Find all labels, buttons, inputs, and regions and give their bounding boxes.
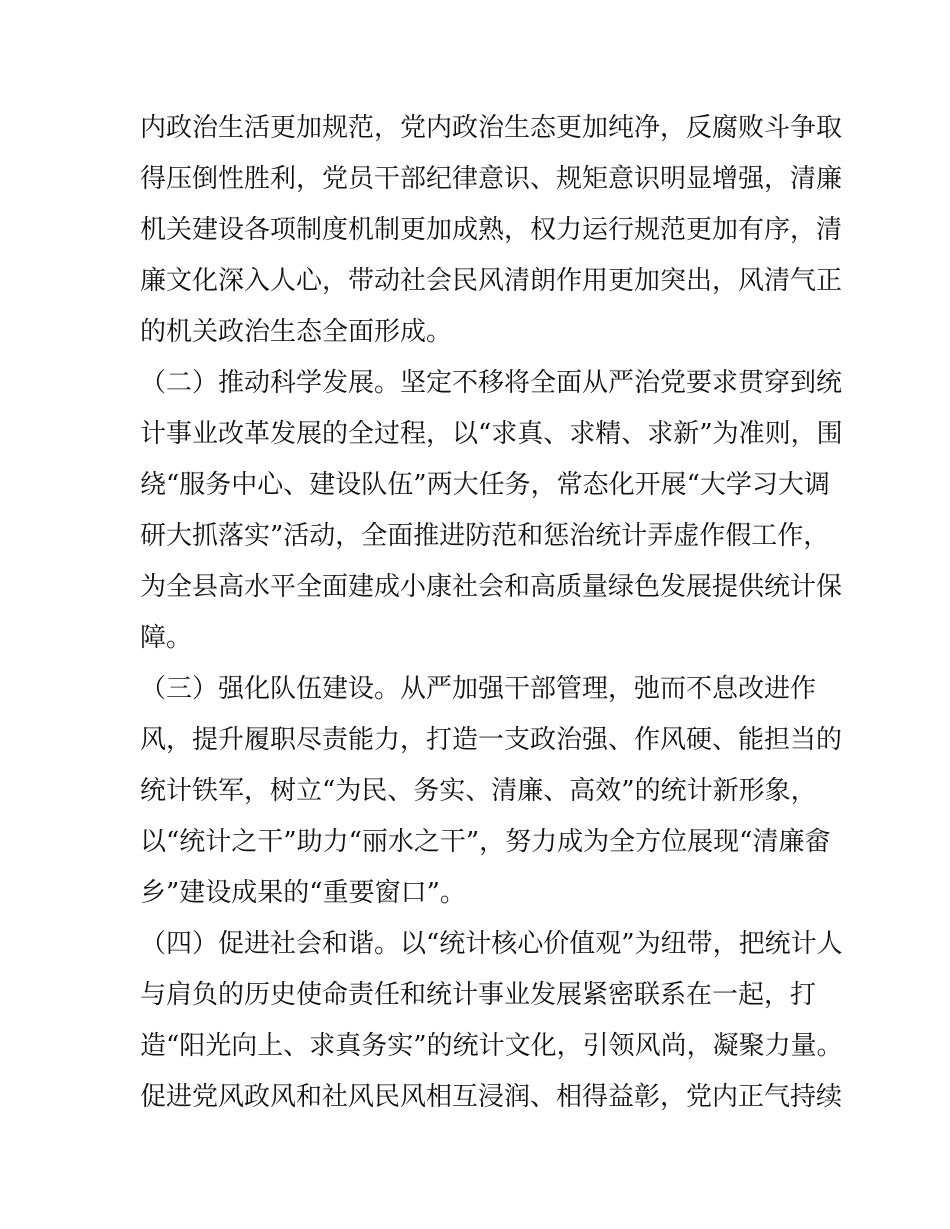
section-heading-line: （二）推动科学发展。坚定不移将全面从严治党要求贯穿到统 (140, 368, 843, 398)
text-line: 得压倒性胜利，党员干部纪律意识、规矩意识明显增强，清廉 (140, 164, 843, 194)
text-line: 机关建设各项制度机制更加成熟，权力运行规范更加有序，清 (140, 215, 843, 245)
section-heading-line: （四）促进社会和谐。以“统计核心价值观”为纽带，把统计人 (140, 929, 843, 959)
text-line: 障。 (140, 623, 193, 653)
text-line: 研大抓落实”活动，全面推进防范和惩治统计弄虚作假工作， (140, 521, 830, 551)
text-line: 以“统计之干”助力“丽水之干”，努力成为全方位展现“清廉畲 (140, 827, 831, 857)
text-line: 廉文化深入人心，带动社会民风清朗作用更加突出，风清气正 (140, 266, 843, 296)
text-line: 内政治生活更加规范，党内政治生态更加纯净，反腐败斗争取 (140, 113, 843, 143)
text-line: 与肩负的历史使命责任和统计事业发展紧密联系在一起，打 (140, 980, 817, 1010)
text-line: 为全县高水平全面建成小康社会和高质量绿色发展提供统计保 (140, 572, 843, 602)
text-line: 计事业改革发展的全过程，以“求真、求精、求新”为准则，围 (140, 419, 843, 449)
document-body (140, 103, 843, 1123)
text-line: 绕“服务中心、建设队伍”两大任务，常态化开展“大学习大调 (140, 470, 830, 500)
text-line: 乡”建设成果的“重要窗口”。 (140, 878, 466, 908)
text-line: 统计铁军，树立“为民、务实、清廉、高效”的统计新形象， (140, 776, 817, 806)
section-heading-line: （三）强化队伍建设。从严加强干部管理，弛而不息改进作 (140, 674, 817, 704)
text-line: 造“阳光向上、求真务实”的统计文化，引领风尚，凝聚力量。 (140, 1031, 843, 1061)
text-line: 的机关政治生态全面形成。 (140, 317, 453, 347)
text-line: 促进党风政风和社风民风相互浸润、相得益彰，党内正气持续 (140, 1082, 843, 1112)
text-line: 风，提升履职尽责能力，打造一支政治强、作风硬、能担当的 (140, 725, 843, 755)
